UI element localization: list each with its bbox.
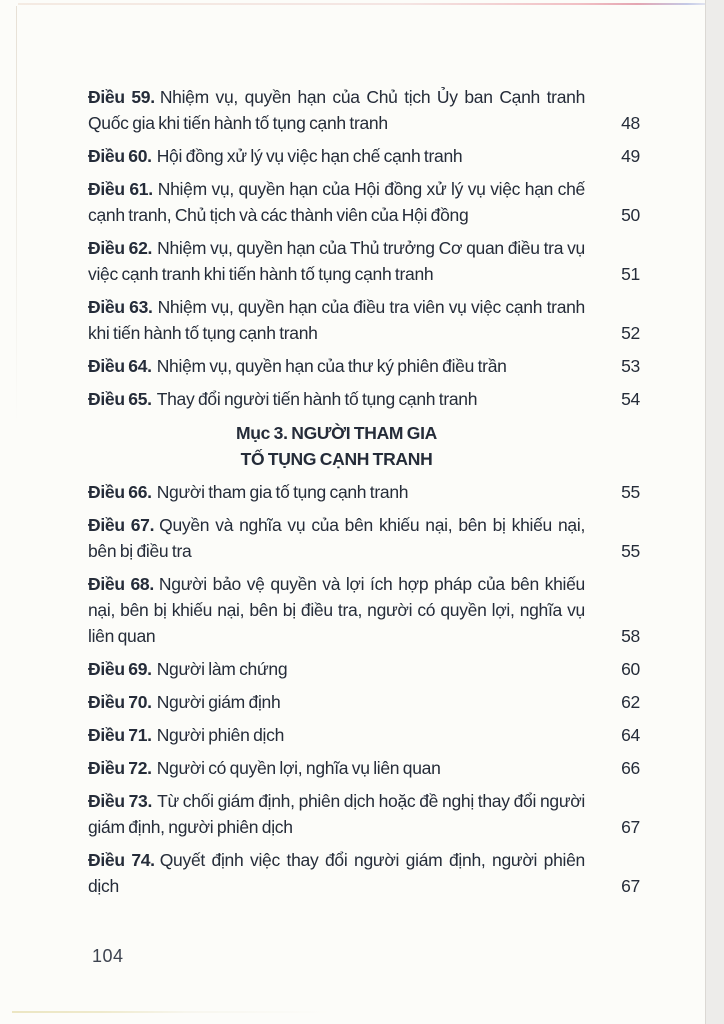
scan-artifact-top-edge — [18, 3, 722, 5]
toc-entry — [88, 479, 640, 505]
toc-entry-page-number: 52 — [621, 323, 640, 343]
toc-entry-title — [88, 847, 585, 899]
toc-entry-label: Điều 68. — [88, 574, 154, 594]
toc-entry-text: Hội đồng xử lý vụ việc hạn chế cạnh tranh — [156, 146, 463, 166]
toc-entry-text: Người bảo vệ quyền và lợi ích hợp pháp của bên khiếu nại, bên bị khiếu nại, bên bị điều tra, người có quyền lợi, nghĩa vụ liên quan — [88, 574, 585, 646]
toc-entry — [88, 656, 640, 682]
toc-entry-page-number: 62 — [621, 692, 640, 712]
toc-entry-title — [88, 788, 585, 840]
toc-entry-title — [88, 294, 585, 346]
toc-entry-text: Từ chối giám định, phiên dịch hoặc đề nghị thay đổi người giám định, người phiên dịch — [88, 791, 585, 837]
toc-entry-label: Điều 72. — [88, 758, 152, 778]
toc-entry-title — [88, 235, 585, 287]
scan-artifact-right-band — [705, 0, 724, 1024]
toc-entry — [88, 571, 640, 649]
toc-entry — [88, 689, 640, 715]
toc-entry-label: Điều 64. — [88, 356, 152, 376]
toc-entry-page-number: 55 — [621, 482, 640, 502]
toc-entry-label: Điều 62. — [88, 238, 153, 258]
toc-entry-text: Người có quyền lợi, nghĩa vụ liên quan — [156, 758, 441, 778]
toc-entry-title — [88, 512, 585, 564]
toc-entry-page-number: 51 — [621, 264, 640, 284]
toc-entry-title — [88, 479, 585, 505]
toc-entry-text: Quyền và nghĩa vụ của bên khiếu nại, bên bị khiếu nại, bên bị điều tra — [88, 515, 586, 561]
toc-entry-title — [88, 386, 585, 412]
toc-entry-label: Điều 70. — [88, 692, 152, 712]
toc-entry-title — [88, 656, 585, 682]
toc-entry-page-number: 66 — [621, 758, 640, 778]
toc-entry-label: Điều 73. — [88, 791, 153, 811]
toc-entry-title — [88, 353, 585, 379]
toc-entry-text: Nhiệm vụ, quyền hạn của thư ký phiên điều trần — [156, 356, 507, 376]
toc-entry-title — [88, 84, 585, 136]
toc-entry-title — [88, 143, 585, 169]
toc-entry-page-number: 53 — [621, 356, 640, 376]
toc-entry — [88, 235, 640, 287]
toc-entry — [88, 386, 640, 412]
page-number-footer: 104 — [92, 946, 124, 966]
toc-entry-label: Điều 65. — [88, 389, 152, 409]
toc-entry — [88, 353, 640, 379]
toc-entry-page-number: 55 — [621, 541, 640, 561]
toc-entry-page-number: 49 — [621, 146, 640, 166]
toc-entry-title — [88, 571, 585, 649]
toc-entry — [88, 788, 640, 840]
toc-entry-title — [88, 722, 585, 748]
toc-entry-text: Quyết định việc thay đổi người giám định, người phiên dịch — [88, 850, 585, 896]
toc-entry-page-number: 48 — [621, 113, 640, 133]
toc-entry-label: Điều 66. — [88, 482, 152, 502]
toc-entry-text: Người giám định — [156, 692, 281, 712]
toc-entry-text: Nhiệm vụ, quyền hạn của Thủ trưởng Cơ quan điều tra vụ việc cạnh tranh khi tiến hành tố tụng cạnh tranh — [88, 238, 585, 284]
toc-entry-label: Điều 60. — [88, 146, 152, 166]
toc-entry — [88, 722, 640, 748]
section-heading — [88, 420, 585, 472]
toc-entry — [88, 294, 640, 346]
toc-entry-label: Điều 59. — [88, 87, 155, 107]
toc-entry — [88, 176, 640, 228]
toc-entry-page-number: 67 — [621, 817, 640, 837]
toc-entry-label: Điều 63. — [88, 297, 153, 317]
section-heading-line1: Mục 3. NGƯỜI THAM GIA — [236, 423, 437, 443]
section-heading-line2: TỐ TỤNG CẠNH TRANH — [240, 449, 433, 469]
table-of-contents — [88, 84, 640, 906]
toc-entry-title — [88, 689, 585, 715]
toc-entry-title — [88, 755, 585, 781]
toc-entry — [88, 143, 640, 169]
toc-entry-label: Điều 67. — [88, 515, 155, 535]
toc-entry-text: Thay đổi người tiến hành tố tụng cạnh tranh — [156, 389, 478, 409]
toc-entry-page-number: 64 — [621, 725, 640, 745]
toc-entry-label: Điều 69. — [88, 659, 152, 679]
toc-entry-text: Nhiệm vụ, quyền hạn của Chủ tịch Ủy ban Cạnh tranh Quốc gia khi tiến hành tố tụng cạnh tranh — [88, 87, 585, 133]
toc-entry-label: Điều 71. — [88, 725, 152, 745]
toc-entry — [88, 512, 640, 564]
toc-entry-page-number: 54 — [621, 389, 640, 409]
toc-entry-page-number: 50 — [621, 205, 640, 225]
toc-entry — [88, 84, 640, 136]
toc-entry-page-number: 60 — [621, 659, 640, 679]
toc-entry-text: Người tham gia tố tụng cạnh tranh — [156, 482, 409, 502]
toc-entry-label: Điều 74. — [88, 850, 155, 870]
toc-entry-page-number: 58 — [621, 626, 640, 646]
toc-entry — [88, 755, 640, 781]
toc-entry — [88, 847, 640, 899]
toc-entry-text: Nhiệm vụ, quyền hạn của điều tra viên vụ việc cạnh tranh khi tiến hành tố tụng cạnh tranh — [88, 297, 585, 343]
toc-entry-title — [88, 176, 585, 228]
toc-entry-text: Người phiên dịch — [156, 725, 285, 745]
toc-entry-text: Người làm chứng — [156, 659, 288, 679]
scan-artifact-left-edge — [16, 6, 17, 426]
toc-entry-text: Nhiệm vụ, quyền hạn của Hội đồng xử lý vụ việc hạn chế cạnh tranh, Chủ tịch và các thành viên của Hội đồng — [88, 179, 585, 225]
scan-artifact-bottom-edge — [12, 1011, 332, 1013]
toc-entry-label: Điều 61. — [88, 179, 153, 199]
toc-entry-page-number: 67 — [621, 876, 640, 896]
